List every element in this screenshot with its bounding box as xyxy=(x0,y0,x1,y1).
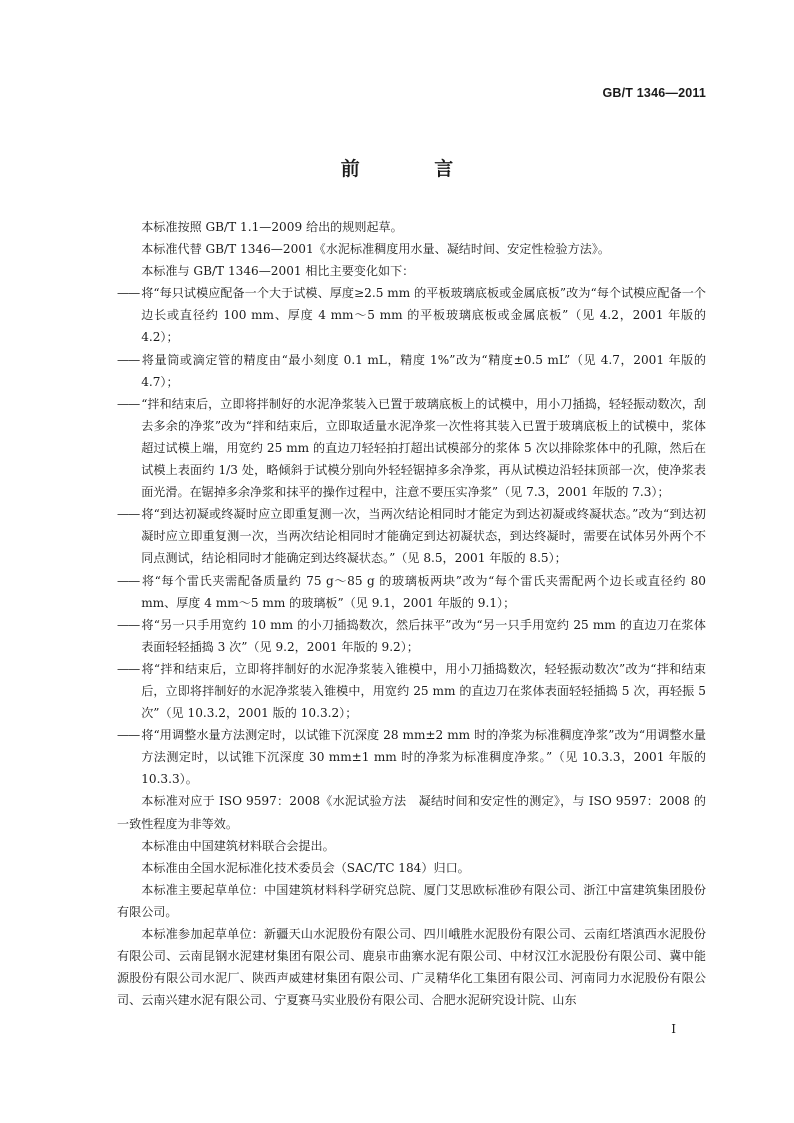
paragraph: 本标准与 GB/T 1346—2001 相比主要变化如下： xyxy=(141,264,415,279)
list-item xyxy=(117,393,706,503)
dash-bullet: —— xyxy=(117,728,140,743)
list-item-text: 将“另一只手用宽约 10 mm 的小刀插捣数次，然后抹平”改为“另一只手用宽约 25 mm 的直边刀在浆体表面轻轻插捣 3 次”（见 9.2，2001 年版的 9.2）； xyxy=(141,617,706,654)
document-body xyxy=(117,216,706,1011)
dash-bullet: —— xyxy=(117,396,140,411)
list-item xyxy=(117,570,706,614)
list-item-text: 将“每个雷氏夹需配备质量约 75 g～85 g 的玻璃板两块”改为“每个雷氏夹需配两个边长或直径约 80 mm、厚度 4 mm～5 mm 的玻璃板”（见 9.1，2001 年版的 9.1）； xyxy=(141,573,706,610)
dash-bullet: —— xyxy=(117,661,140,676)
list-item xyxy=(117,724,706,790)
paragraph: 本标准按照 GB/T 1.1—2009 给出的规则起草。 xyxy=(141,220,403,234)
list-item xyxy=(117,349,706,393)
paragraph: 本标准代替 GB/T 1346—2001《水泥标准稠度用水量、凝结时间、安定性检验方法》。 xyxy=(141,242,610,257)
list-item xyxy=(117,503,706,569)
paragraph: 本标准对应于 ISO 9597：2008《水泥试验方法 凝结时间和安定性的测定》，与 ISO 9597：2008 的一致性程度为非等效。 xyxy=(117,794,706,831)
list-item-text: 将量筒或滴定管的精度由“最小刻度 0.1 mL，精度 1%”改为“精度±0.5 mL”（见 4.7，2001 年版的 4.7）； xyxy=(141,352,706,389)
dash-bullet: —— xyxy=(117,507,140,522)
list-item xyxy=(117,658,706,724)
list-item-text: 将“到达初凝或终凝时应立即重复测一次，当两次结论相同时才能定为到达初凝或终凝状态。”改为“到达初凝时应立即重复测一次，当两次结论相同时才能确定到达初凝状态，到达终凝时，需要在试体另外两个不同点测试，结论相同时才能确定到达终凝状态。”（见 8.5，2001 年版的 8.5）； xyxy=(141,507,706,566)
standard-code: GB/T 1346—2011 xyxy=(602,86,706,100)
list-item-text: 将“每只试模应配备一个大于试模、厚度≥2.5 mm 的平板玻璃底板或金属底板”改为“每个试模应配备一个边长或直径约 100 mm、厚度 4 mm～5 mm 的平板玻璃底板或金属底板”（见 4.2，2001 年版的 4.2）； xyxy=(141,286,706,345)
dash-bullet: —— xyxy=(117,352,140,367)
page-number: I xyxy=(671,1022,676,1036)
list-item-text: 将“拌和结束后，立即将拌制好的水泥净浆装入锥模中，用小刀插捣数次，轻轻振动数次”改为“拌和结束后，立即将拌制好的水泥净浆装入锥模中，用宽约 25 mm 的直边刀在浆体表面轻轻插捣 5 次，再轻振 5 次”（见 10.3.2，2001 版的 10.3.2）； xyxy=(141,661,706,721)
paragraph: 本标准由全国水泥标准化技术委员会（SAC/TC 184）归口。 xyxy=(141,860,470,875)
page-title: 前 言 xyxy=(340,158,488,180)
paragraph: 本标准参加起草单位：新疆天山水泥股份有限公司、四川峨胜水泥股份有限公司、云南红塔滇西水泥股份有限公司、云南昆钢水泥建材集团有限公司、鹿泉市曲寨水泥有限公司、中材汉江水泥股份有限公司、冀中能源股份有限公司水泥厂、陕西声威建材集团有限公司、广灵精华化工集团有限公司、河南同力水泥股份有限公司、云南兴建水泥有限公司、宁夏赛马实业股份有限公司、合肥水泥研究设计院、山东 xyxy=(117,927,706,1008)
dash-bullet: —— xyxy=(117,617,140,632)
paragraph: 本标准主要起草单位：中国建筑材料科学研究总院、厦门艾思欧标准砂有限公司、浙江中富建筑集团股份有限公司。 xyxy=(117,882,706,919)
list-item-text: “拌和结束后，立即将拌制好的水泥净浆装入已置于玻璃底板上的试模中，用小刀插捣，轻轻振动数次，刮去多余的净浆”改为“拌和结束后，立即取适量水泥净浆一次性将其装入已置于玻璃底板上的试模中，浆体超过试模上端，用宽约 25 mm 的直边刀轻轻拍打超出试模部分的浆体 5 次以排除浆体中的孔隙，然后在试模上表面约 1/3 处，略倾斜于试模分别向外轻轻锯掉多余净浆，再从试模边沿轻抹顶部一次，使净浆表面光滑。在锯掉多余净浆和抹平的操作过程中，注意不要压实净浆”（见 7.3，2001 年版的 7.3）； xyxy=(141,396,706,500)
list-item-text: 将“用调整水量方法测定时，以试锥下沉深度 28 mm±2 mm 时的净浆为标准稠度净浆”改为“用调整水量方法测定时，以试锥下沉深度 30 mm±1 mm 时的净浆为标准稠度净浆。”（见 10.3.3，2001 年版的 10.3.3）。 xyxy=(141,728,706,787)
list-item xyxy=(117,614,706,658)
list-item xyxy=(117,282,706,348)
paragraph: 本标准由中国建筑材料联合会提出。 xyxy=(141,838,335,853)
dash-bullet: —— xyxy=(117,573,140,588)
dash-bullet: —— xyxy=(117,286,140,301)
